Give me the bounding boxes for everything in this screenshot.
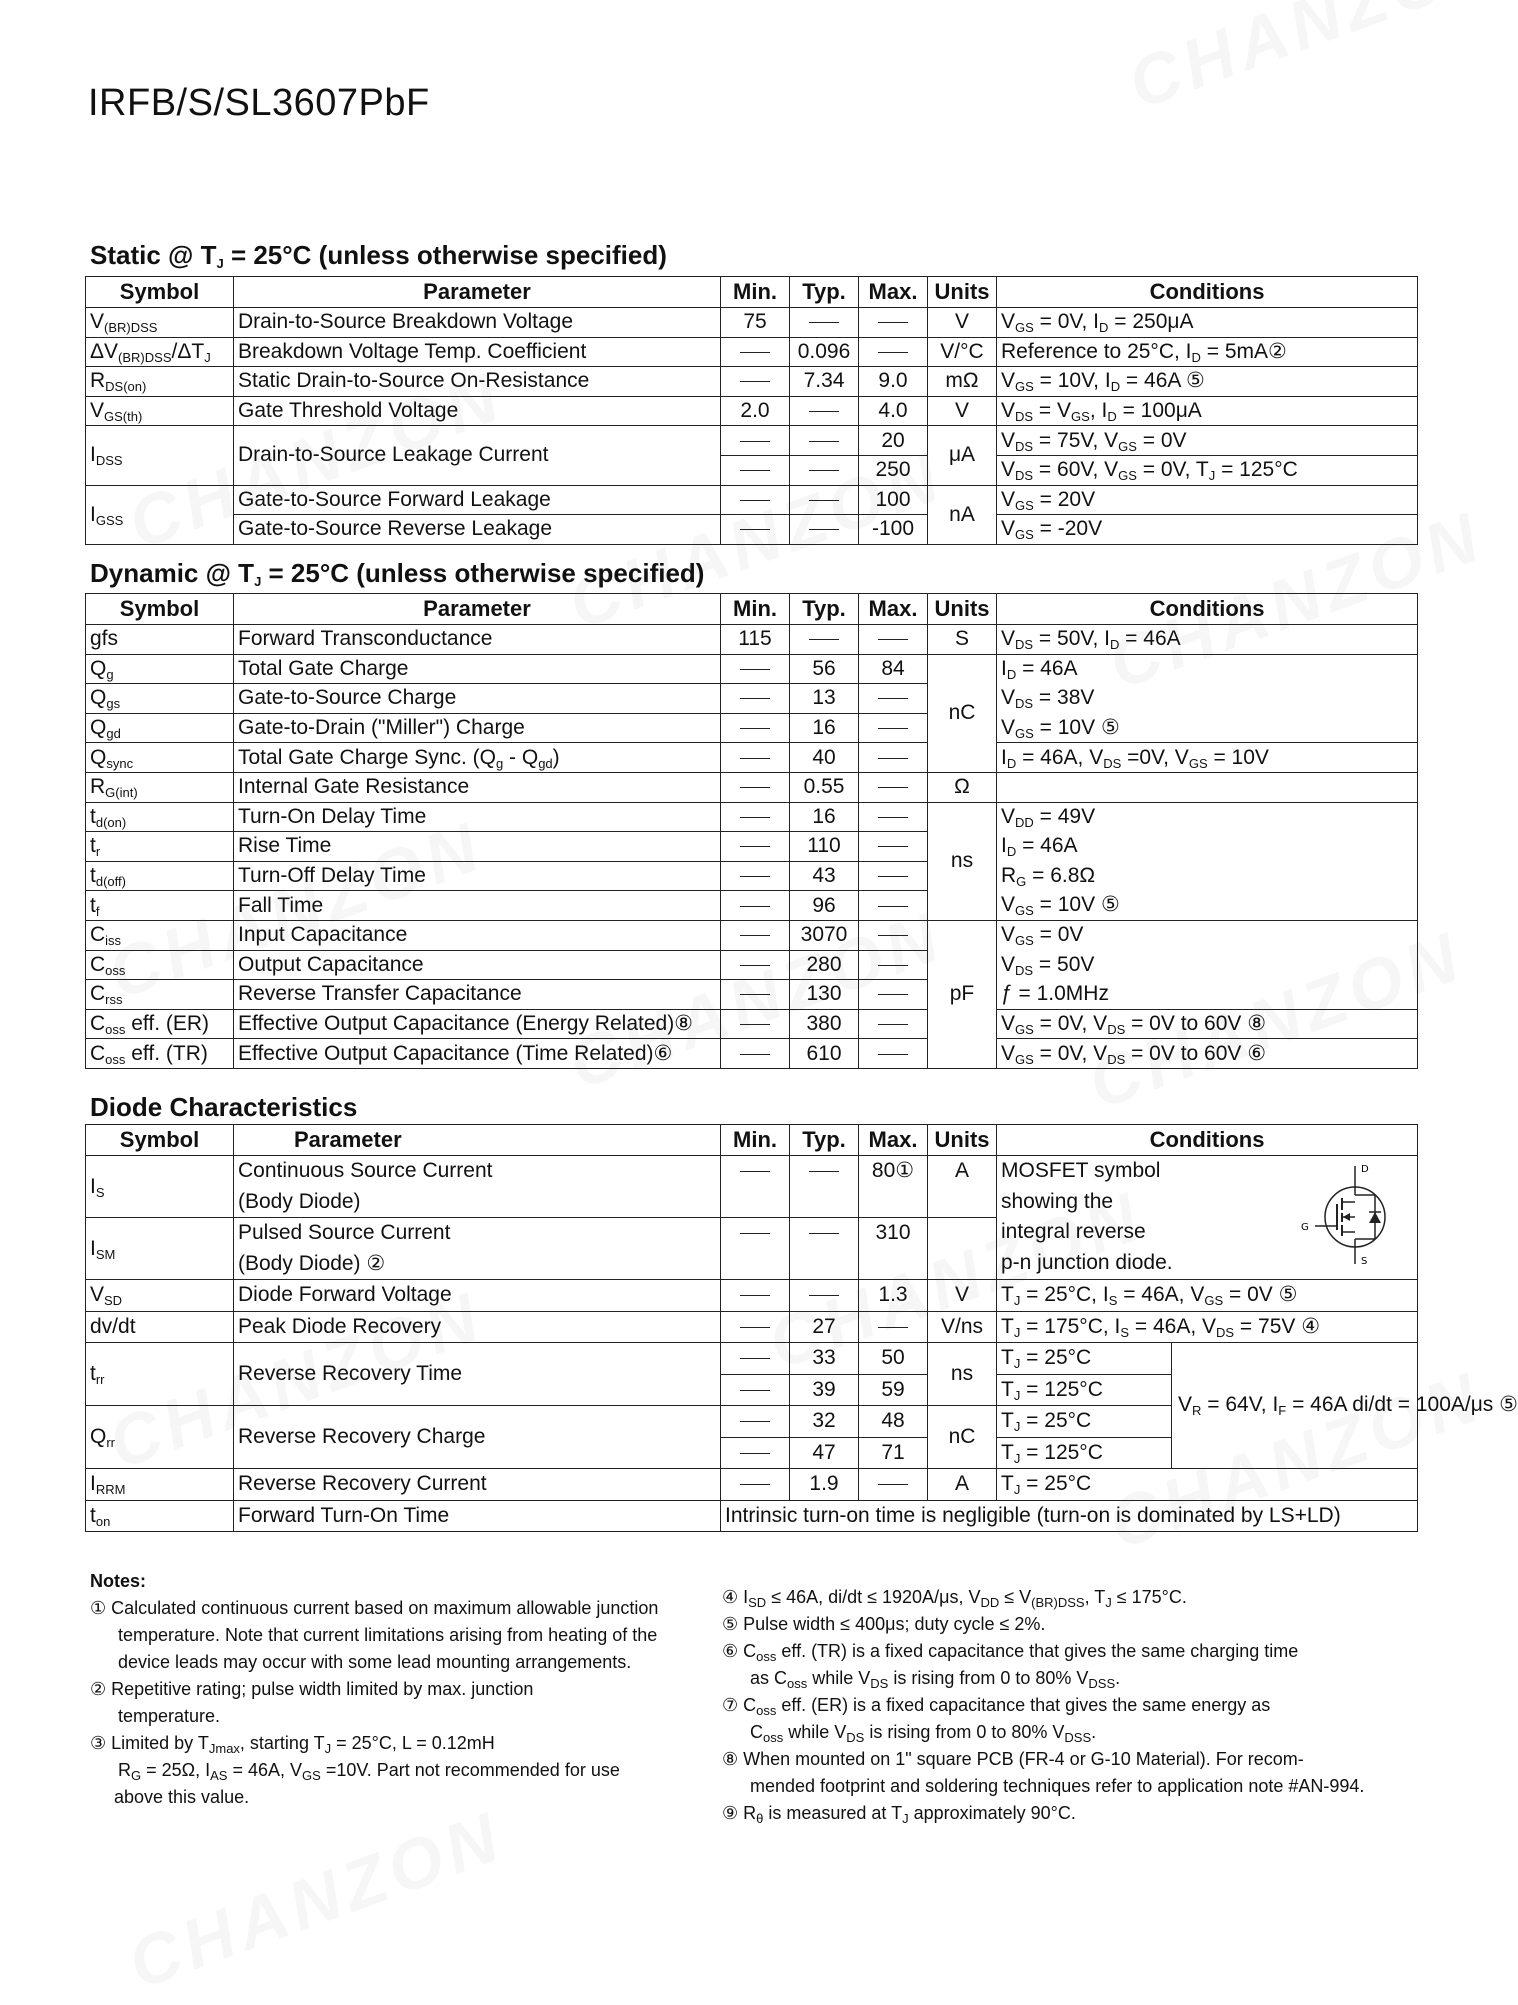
- unit-cell: pF: [928, 920, 997, 1068]
- min-cell: [721, 654, 790, 684]
- typ-cell: 380: [790, 1009, 859, 1039]
- max-cell: [859, 920, 928, 950]
- min-trr-2: [721, 1374, 790, 1406]
- parameter-cell: Gate-to-Source Reverse Leakage: [234, 515, 721, 545]
- dynamic-characteristics-table: [85, 593, 1418, 1069]
- note-8-cont: mended footprint and soldering techniques refer to application note #AN-994.: [750, 1776, 1365, 1796]
- notes-right: [722, 1584, 1442, 1827]
- min-cell: [721, 684, 790, 714]
- condition-cell: $I_D = 46A$: [997, 654, 1418, 684]
- symbol-cell: $t_{d(off)}$: [86, 861, 234, 891]
- max-cell: 20: [859, 426, 928, 456]
- condition-cell: $I_D = 46A$: [997, 832, 1418, 862]
- typ-cell: 16: [790, 713, 859, 743]
- table-row: [86, 743, 1418, 773]
- max-ism: 310: [859, 1218, 928, 1249]
- header-units: Units: [928, 594, 997, 625]
- max-cell: 250: [859, 455, 928, 485]
- table-row: [86, 832, 1418, 862]
- gate-label: G: [1301, 1222, 1309, 1233]
- unit-is: A: [928, 1156, 997, 1187]
- symbol-irrm: $I_{RRM}$: [86, 1469, 234, 1501]
- condition-cell: [997, 772, 1418, 802]
- max-cell: 84: [859, 654, 928, 684]
- cond-qrr-2: $T_J = 125^\circ C$: [997, 1437, 1172, 1469]
- parameter-cell: Effective Output Capacitance (Energy Related)⑧: [234, 1009, 721, 1039]
- typ-cell: 40: [790, 743, 859, 773]
- typ-cell: [790, 426, 859, 456]
- typ-trr-1: 33: [790, 1343, 859, 1375]
- parameter-cell: Internal Gate Resistance: [234, 772, 721, 802]
- typ-cell: 43: [790, 861, 859, 891]
- note-4: ④ $I_{SD} \le 46A$, di/dt ≤ 1920A/μs, $V_{DD} \le V_{(BR)DSS}$, $T_J \le 175^\circ C$.: [722, 1587, 1187, 1610]
- condition-cell: ƒ = 1.0MHz: [997, 980, 1418, 1010]
- unit-qrr: nC: [928, 1406, 997, 1469]
- table-row: [86, 861, 1418, 891]
- header-max: Max.: [859, 277, 928, 308]
- typ-irrm: 1.9: [790, 1469, 859, 1501]
- static-section-title: Static @ $T_J = 25^\circ C$ (unless otherwise specified): [90, 240, 667, 271]
- symbol-cell: $I_{DSS}$: [86, 426, 234, 485]
- note-1: ① Calculated continuous current based on maximum allowable junction: [90, 1598, 659, 1618]
- table-row: [86, 980, 1418, 1010]
- cond-irrm: $T_J = 25^\circ C$: [997, 1469, 1418, 1501]
- typ-cell: [790, 455, 859, 485]
- typ-ism: [790, 1218, 859, 1249]
- header-typ: Typ.: [790, 277, 859, 308]
- condition-cell: $V_{DS} = 60V$, $V_{GS} = 0V$, $T_J = 125^\circ C$: [997, 455, 1418, 485]
- unit-irrm: A: [928, 1469, 997, 1501]
- parameter-cell: Effective Output Capacitance (Time Related)⑥: [234, 1039, 721, 1069]
- header-conditions: Conditions: [997, 1125, 1418, 1156]
- max-cell: [859, 891, 928, 921]
- min-cell: [721, 713, 790, 743]
- diode-section-title: Diode Characteristics: [90, 1092, 358, 1122]
- min-cell: [721, 950, 790, 980]
- symbol-ton: $t_{on}$: [86, 1500, 234, 1532]
- table-row: [86, 426, 1418, 456]
- symbol-cell: $V_{GS(th)}$: [86, 396, 234, 426]
- parameter-cell: Total Gate Charge: [234, 654, 721, 684]
- typ-cell: 610: [790, 1039, 859, 1069]
- param-ton: Forward Turn-On Time: [234, 1500, 721, 1532]
- parameter-cell: Turn-Off Delay Time: [234, 861, 721, 891]
- max-is: 80①: [859, 1156, 928, 1187]
- header-units: Units: [928, 1125, 997, 1156]
- header-parameter: Parameter: [234, 277, 721, 308]
- unit-cell: V: [928, 308, 997, 338]
- mos-text-2: showing the: [1001, 1189, 1114, 1213]
- param-trr: Reverse Recovery Time: [234, 1343, 721, 1406]
- header-symbol: Symbol: [86, 277, 234, 308]
- max-cell: [859, 308, 928, 338]
- min-cell: [721, 1009, 790, 1039]
- note-5: ⑤ Pulse width ≤ 400μs; duty cycle ≤ 2%.: [722, 1614, 1046, 1634]
- notes-left: [90, 1568, 730, 1811]
- symbol-cell: $C_{oss}$ eff. (TR): [86, 1039, 234, 1069]
- mos-text-4: p-n junction diode.: [1001, 1250, 1173, 1274]
- min-cell: [721, 1039, 790, 1069]
- table-row: [86, 713, 1418, 743]
- condition-cell: $V_{GS} = -20V$: [997, 515, 1418, 545]
- max-cell: [859, 950, 928, 980]
- typ-qrr-2: 47: [790, 1437, 859, 1469]
- min-irrm: [721, 1469, 790, 1501]
- table-row: [86, 684, 1418, 714]
- min-vsd: [721, 1280, 790, 1312]
- min-cell: [721, 455, 790, 485]
- unit-cell: ns: [928, 802, 997, 920]
- max-vsd: 1.3: [859, 1280, 928, 1312]
- max-cell: [859, 713, 928, 743]
- symbol-dvdt: dv/dt: [86, 1311, 234, 1343]
- parameter-cell: Gate Threshold Voltage: [234, 396, 721, 426]
- max-dvdt: [859, 1311, 928, 1343]
- cond-qrr-1: $T_J = 25^\circ C$: [997, 1406, 1172, 1438]
- min-cell: 115: [721, 625, 790, 655]
- table-row: [86, 950, 1418, 980]
- table-row: [86, 1039, 1418, 1069]
- min-cell: 75: [721, 308, 790, 338]
- typ-cell: [790, 485, 859, 515]
- param-ism-2: (Body Diode) ②: [234, 1249, 721, 1280]
- header-typ: Typ.: [790, 1125, 859, 1156]
- mos-text-3: integral reverse: [1001, 1220, 1146, 1243]
- table-row: [86, 515, 1418, 545]
- table-row: [86, 772, 1418, 802]
- param-ism: Pulsed Source Current: [234, 1218, 721, 1249]
- header-symbol: Symbol: [86, 594, 234, 625]
- parameter-cell: Gate-to-Source Forward Leakage: [234, 485, 721, 515]
- source-label: S: [1361, 1256, 1368, 1267]
- max-cell: [859, 802, 928, 832]
- typ-cell: 280: [790, 950, 859, 980]
- typ-cell: 130: [790, 980, 859, 1010]
- header-typ: Typ.: [790, 594, 859, 625]
- table-row: [86, 802, 1418, 832]
- symbol-is: $I_S$: [86, 1156, 234, 1218]
- symbol-cell: $C_{oss}$ eff. (ER): [86, 1009, 234, 1039]
- header-symbol: Symbol: [86, 1125, 234, 1156]
- condition-cell: Reference to 25°C, $I_D$ = 5mA②: [997, 337, 1418, 367]
- max-cell: [859, 1009, 928, 1039]
- drain-label: D: [1361, 1164, 1369, 1175]
- table-row: [86, 337, 1418, 367]
- parameter-cell: Drain-to-Source Leakage Current: [234, 426, 721, 485]
- cond-trr-2: $T_J = 125^\circ C$: [997, 1374, 1172, 1406]
- typ-cell: [790, 515, 859, 545]
- unit-dvdt: V/ns: [928, 1311, 997, 1343]
- parameter-cell: Gate-to-Drain ("Miller") Charge: [234, 713, 721, 743]
- param-is-2: (Body Diode): [234, 1187, 721, 1218]
- condition-cell: $I_D = 46A$, $V_{DS} =0V$, $V_{GS} = 10V$: [997, 743, 1418, 773]
- parameter-cell: Rise Time: [234, 832, 721, 862]
- min-cell: [721, 515, 790, 545]
- condition-cell: $V_{GS} = 10V$, $I_D = 46A$ ⑤: [997, 367, 1418, 397]
- recovery-conditions: $V_R = 64V$, $I_F = 46A$ di/dt = 100A/μs ⑤: [1172, 1343, 1418, 1469]
- mos-text-1: MOSFET symbol: [1001, 1159, 1161, 1182]
- condition-cell: $V_{GS} = 20V$: [997, 485, 1418, 515]
- min-cell: [721, 920, 790, 950]
- min-trr-1: [721, 1343, 790, 1375]
- param-irrm: Reverse Recovery Current: [234, 1469, 721, 1501]
- cond-dvdt: $T_J = 175^\circ C$, $I_S = 46A$, $V_{DS} = 75V$ ④: [997, 1311, 1418, 1343]
- min-cell: [721, 832, 790, 862]
- max-trr-1: 50: [859, 1343, 928, 1375]
- max-cell: 100: [859, 485, 928, 515]
- parameter-cell: Gate-to-Source Charge: [234, 684, 721, 714]
- max-cell: [859, 743, 928, 773]
- min-cell: [721, 337, 790, 367]
- typ-is: [790, 1156, 859, 1187]
- condition-cell: $V_{DS} = 50V$, $I_D = 46A$: [997, 625, 1418, 655]
- condition-cell: $V_{GS} = 0V$, $V_{DS} = 0V$ to 60V ⑥: [997, 1039, 1418, 1069]
- condition-cell: $V_{GS} = 0V$, $V_{DS} = 0V$ to 60V ⑧: [997, 1009, 1418, 1039]
- note-3: ③ Limited by $T_{Jmax}$, starting $T_J = 25^\circ C$, L = 0.12mH: [90, 1733, 495, 1756]
- max-trr-2: 59: [859, 1374, 928, 1406]
- note-6-cont: as $C_{oss}$ while $V_{DS}$ is rising from 0 to 80% $V_{DSS}$.: [750, 1668, 1121, 1691]
- notes-heading: Notes:: [90, 1571, 147, 1591]
- note-1-cont: temperature. Note that current limitations arising from heating of the: [118, 1625, 658, 1645]
- symbol-cell: $\Delta V_{(BR)DSS}/\Delta T_J$: [86, 337, 234, 367]
- symbol-qrr: $Q_{rr}$: [86, 1406, 234, 1469]
- symbol-cell: $R_{DS(on)}$: [86, 367, 234, 397]
- header-min: Min.: [721, 1125, 790, 1156]
- table-row: [86, 1009, 1418, 1039]
- max-cell: [859, 980, 928, 1010]
- min-cell: [721, 367, 790, 397]
- condition-cell: $V_{GS} = 10V$ ⑤: [997, 891, 1418, 921]
- symbol-cell: $R_{G(int)}$: [86, 772, 234, 802]
- note-3-cont: $R_G = 25\Omega$, $I_{AS} = 46A$, $V_{GS} =10V$. Part not recommended for use: [118, 1760, 620, 1783]
- condition-cell: $V_{GS} = 0V$, $I_D = 250\mu A$: [997, 308, 1418, 338]
- condition-cell: $V_{GS} = 0V$: [997, 920, 1418, 950]
- note-7-cont: $C_{oss}$ while $V_{DS}$ is rising from 0 to 80% $V_{DSS}$.: [750, 1722, 1097, 1745]
- param-is: Continuous Source Current: [234, 1156, 721, 1187]
- condition-cell: $V_{GS} = 10V$ ⑤: [997, 713, 1418, 743]
- symbol-cell: $t_{d(on)}$: [86, 802, 234, 832]
- symbol-cell: $I_{GSS}$: [86, 485, 234, 544]
- watermark: [1118, 0, 1514, 125]
- table-row: [86, 920, 1418, 950]
- document-title: IRFB/S/SL3607PbF: [88, 82, 430, 124]
- unit-cell: S: [928, 625, 997, 655]
- max-cell: [859, 861, 928, 891]
- table-row: [86, 654, 1418, 684]
- note-6: ⑥ $C_{oss}$ eff. (TR) is a fixed capacitance that gives the same charging time: [722, 1641, 1299, 1664]
- condition-cell: $R_G = 6.8\Omega$: [997, 861, 1418, 891]
- cond-vsd: $T_J = 25^\circ C$, $I_S = 46A$, $V_{GS} = 0V$ ⑤: [997, 1280, 1418, 1312]
- min-cell: [721, 980, 790, 1010]
- typ-dvdt: 27: [790, 1311, 859, 1343]
- condition-cell: $V_{DS} = 75V$, $V_{GS} = 0V$: [997, 426, 1418, 456]
- parameter-cell: Input Capacitance: [234, 920, 721, 950]
- header-min: Min.: [721, 277, 790, 308]
- typ-cell: 7.34: [790, 367, 859, 397]
- max-qrr-2: 71: [859, 1437, 928, 1469]
- symbol-vsd: $V_{SD}$: [86, 1280, 234, 1312]
- unit-cell: μA: [928, 426, 997, 485]
- condition-cell: $V_{DS} = 38V$: [997, 684, 1418, 714]
- typ-cell: 13: [790, 684, 859, 714]
- typ-cell: 0.096: [790, 337, 859, 367]
- max-cell: [859, 832, 928, 862]
- unit-cell: V: [928, 396, 997, 426]
- header-min: Min.: [721, 594, 790, 625]
- table-row: [86, 485, 1418, 515]
- parameter-cell: Total Gate Charge Sync. $(Q_g - Q_{gd})$: [234, 743, 721, 773]
- typ-vsd: [790, 1280, 859, 1312]
- max-qrr-1: 48: [859, 1406, 928, 1438]
- header-max: Max.: [859, 1125, 928, 1156]
- watermark: [118, 1795, 514, 2004]
- max-cell: [859, 337, 928, 367]
- symbol-cell: $t_f$: [86, 891, 234, 921]
- header-parameter: Parameter: [234, 1125, 721, 1156]
- unit-vsd: V: [928, 1280, 997, 1312]
- unit-cell: Ω: [928, 772, 997, 802]
- note-2: ② Repetitive rating; pulse width limited by max. junction: [90, 1679, 534, 1699]
- condition-cell: $V_{DS} = V_{GS}$, $I_D = 100\mu A$: [997, 396, 1418, 426]
- parameter-cell: Drain-to-Source Breakdown Voltage: [234, 308, 721, 338]
- note-8: ⑧ When mounted on 1" square PCB (FR-4 or G-10 Material). For recom-: [722, 1749, 1304, 1769]
- header-parameter: Parameter: [234, 594, 721, 625]
- symbol-trr: $t_{rr}$: [86, 1343, 234, 1406]
- diode-characteristics-table: [85, 1124, 1518, 1532]
- typ-cell: 3070: [790, 920, 859, 950]
- min-is: [721, 1156, 790, 1187]
- symbol-cell: $C_{oss}$: [86, 950, 234, 980]
- mosfet-symbol-cell: [997, 1156, 1418, 1280]
- typ-cell: 110: [790, 832, 859, 862]
- header-units: Units: [928, 277, 997, 308]
- unit-cell: V/°C: [928, 337, 997, 367]
- min-dvdt: [721, 1311, 790, 1343]
- param-vsd: Diode Forward Voltage: [234, 1280, 721, 1312]
- parameter-cell: Turn-On Delay Time: [234, 802, 721, 832]
- note-2-cont: temperature.: [118, 1706, 221, 1726]
- typ-cell: 0.55: [790, 772, 859, 802]
- typ-cell: 96: [790, 891, 859, 921]
- parameter-cell: Fall Time: [234, 891, 721, 921]
- unit-cell: nA: [928, 485, 997, 544]
- max-cell: -100: [859, 515, 928, 545]
- param-qrr: Reverse Recovery Charge: [234, 1406, 721, 1469]
- unit-cell: nC: [928, 654, 997, 772]
- min-cell: [721, 891, 790, 921]
- min-cell: [721, 743, 790, 773]
- max-cell: [859, 772, 928, 802]
- symbol-cell: $t_r$: [86, 832, 234, 862]
- typ-cell: 16: [790, 802, 859, 832]
- symbol-cell: gfs: [86, 625, 234, 655]
- table-row: [86, 367, 1418, 397]
- condition-cell: $V_{DD} = 49V$: [997, 802, 1418, 832]
- param-dvdt: Peak Diode Recovery: [234, 1311, 721, 1343]
- min-cell: [721, 772, 790, 802]
- note-7: ⑦ $C_{oss}$ eff. (ER) is a fixed capacitance that gives the same energy as: [722, 1695, 1271, 1718]
- mosfet-symbol-icon: [1297, 1160, 1407, 1270]
- table-row: [86, 396, 1418, 426]
- table-row: [86, 625, 1418, 655]
- symbol-cell: $C_{iss}$: [86, 920, 234, 950]
- min-cell: [721, 802, 790, 832]
- typ-trr-2: 39: [790, 1374, 859, 1406]
- symbol-cell: $Q_{gd}$: [86, 713, 234, 743]
- static-characteristics-table: [85, 276, 1418, 545]
- max-cell: [859, 625, 928, 655]
- max-cell: 4.0: [859, 396, 928, 426]
- typ-cell: [790, 308, 859, 338]
- note-9: ⑨ $R_\theta$ is measured at $T_J$ approximately 90°C.: [722, 1803, 1076, 1826]
- min-qrr-2: [721, 1437, 790, 1469]
- max-irrm: [859, 1469, 928, 1501]
- min-cell: [721, 426, 790, 456]
- note-3-cont2: above this value.: [114, 1787, 250, 1807]
- table-row: [86, 891, 1418, 921]
- table-row: [86, 308, 1418, 338]
- symbol-cell: $Q_{gs}$: [86, 684, 234, 714]
- parameter-cell: Static Drain-to-Source On-Resistance: [234, 367, 721, 397]
- header-conditions: Conditions: [997, 594, 1418, 625]
- min-qrr-1: [721, 1406, 790, 1438]
- typ-cell: [790, 396, 859, 426]
- symbol-ism: $I_{SM}$: [86, 1218, 234, 1280]
- min-ism: [721, 1218, 790, 1249]
- condition-cell: $V_{DS} = 50V$: [997, 950, 1418, 980]
- symbol-cell: $V_{(BR)DSS}$: [86, 308, 234, 338]
- typ-cell: [790, 625, 859, 655]
- cond-ton: Intrinsic turn-on time is negligible (turn-on is dominated by LS+LD): [721, 1500, 1418, 1532]
- symbol-cell: $Q_g$: [86, 654, 234, 684]
- dynamic-section-title: Dynamic @ $T_J = 25^\circ C$ (unless otherwise specified): [90, 558, 705, 589]
- max-cell: [859, 1039, 928, 1069]
- unit-cell: mΩ: [928, 367, 997, 397]
- symbol-cell: $C_{rss}$: [86, 980, 234, 1010]
- cond-trr-1: $T_J = 25^\circ C$: [997, 1343, 1172, 1375]
- parameter-cell: Output Capacitance: [234, 950, 721, 980]
- note-1-cont2: device leads may occur with some lead mounting arrangements.: [118, 1652, 632, 1672]
- max-cell: 9.0: [859, 367, 928, 397]
- parameter-cell: Reverse Transfer Capacitance: [234, 980, 721, 1010]
- header-max: Max.: [859, 594, 928, 625]
- min-cell: 2.0: [721, 396, 790, 426]
- max-cell: [859, 684, 928, 714]
- header-conditions: Conditions: [997, 277, 1418, 308]
- min-cell: [721, 485, 790, 515]
- parameter-cell: Breakdown Voltage Temp. Coefficient: [234, 337, 721, 367]
- min-cell: [721, 861, 790, 891]
- unit-trr: ns: [928, 1343, 997, 1406]
- typ-cell: 56: [790, 654, 859, 684]
- symbol-cell: $Q_{sync}$: [86, 743, 234, 773]
- parameter-cell: Forward Transconductance: [234, 625, 721, 655]
- typ-qrr-1: 32: [790, 1406, 859, 1438]
